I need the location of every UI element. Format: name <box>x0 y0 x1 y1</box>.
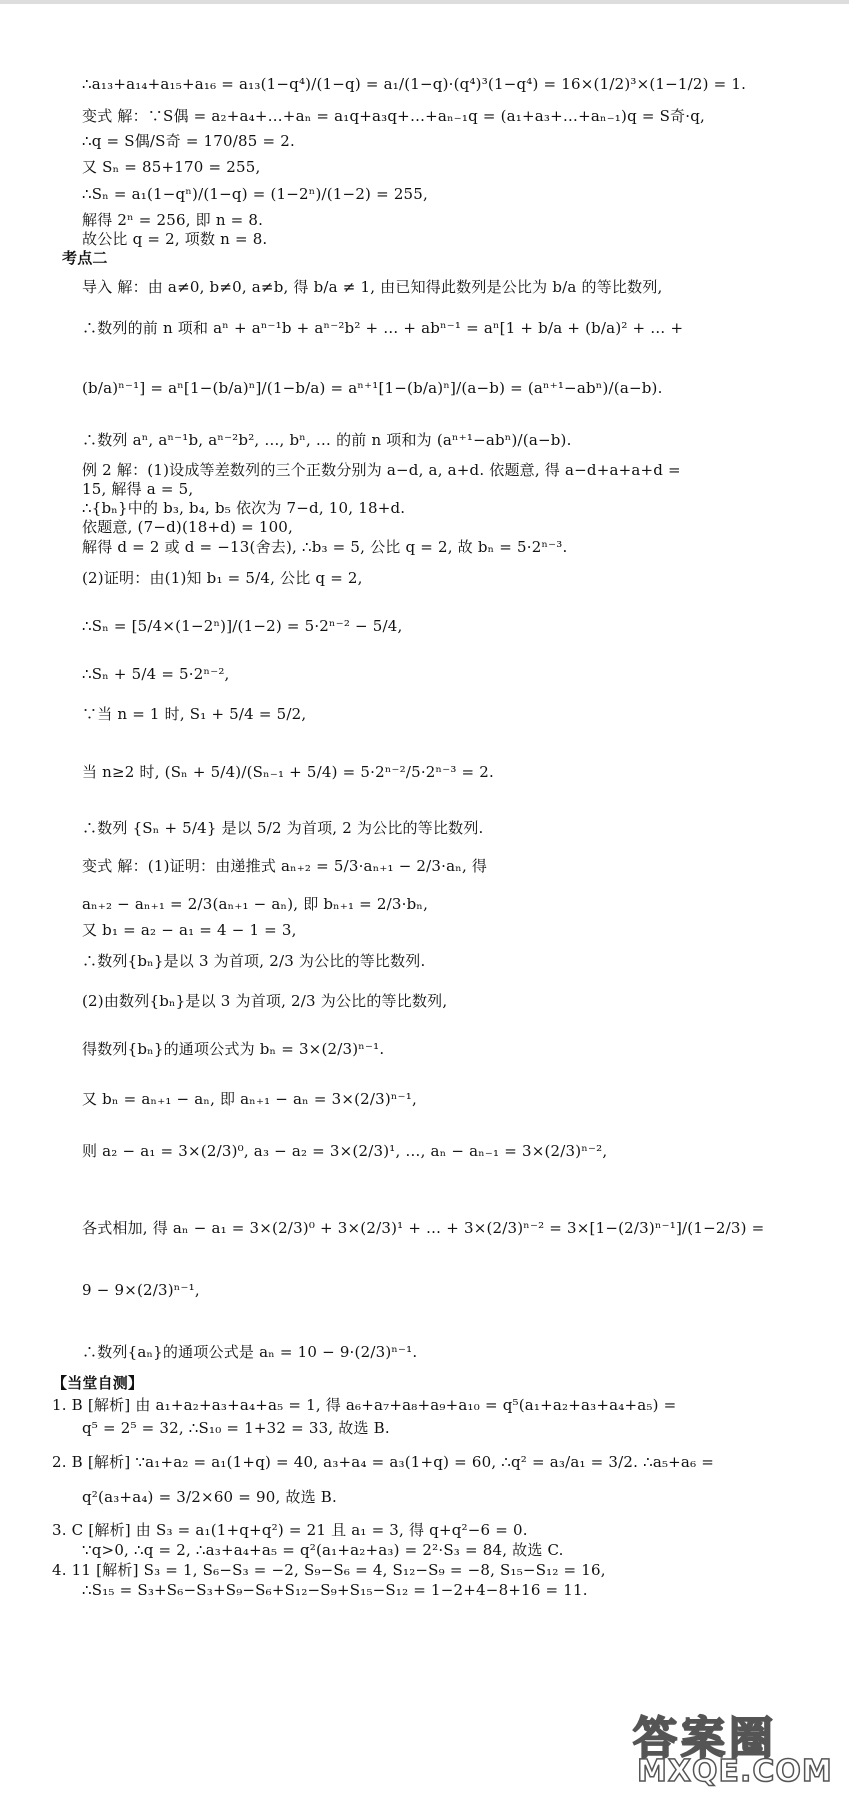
text-line: (b/a)ⁿ⁻¹] = aⁿ[1−(b/a)ⁿ]/(1−b/a) = aⁿ⁺¹[1−(b/a)ⁿ]/(a−b) = (aⁿ⁺¹−abⁿ)/(a−b). <box>82 379 663 397</box>
text-line: ∴S₁₅ = S₃+S₆−S₃+S₉−S₆+S₁₂−S₉+S₁₅−S₁₂ = 1−2+4−8+16 = 11. <box>82 1581 588 1599</box>
text-line: ∴Sₙ + 5/4 = 5·2ⁿ⁻², <box>82 665 230 683</box>
text-line: 各式相加, 得 aₙ − a₁ = 3×(2/3)⁰ + 3×(2/3)¹ + … + 3×(2/3)ⁿ⁻² = 3×[1−(2/3)ⁿ⁻¹]/(1−2/3) = <box>82 1219 765 1237</box>
text-line: 变式 解：∵S偶 = a₂+a₄+…+aₙ = a₁q+a₃q+…+aₙ₋₁q = (a₁+a₃+…+aₙ₋₁)q = S奇·q, <box>82 107 705 125</box>
text-line: 2. B [解析] ∵a₁+a₂ = a₁(1+q) = 40, a₃+a₄ = a₃(1+q) = 60, ∴q² = a₃/a₁ = 3/2. ∴a₅+a₆ = <box>52 1453 715 1471</box>
text-line: 4. 11 [解析] S₃ = 1, S₆−S₃ = −2, S₉−S₆ = 4, S₁₂−S₉ = −8, S₁₅−S₁₂ = 16, <box>52 1561 606 1579</box>
text-line: 导入 解：由 a≠0, b≠0, a≠b, 得 b/a ≠ 1, 由已知得此数列是公比为 b/a 的等比数列, <box>82 278 663 296</box>
text-line: 又 b₁ = a₂ − a₁ = 4 − 1 = 3, <box>82 921 297 939</box>
text-line: ∴Sₙ = [5/4×(1−2ⁿ)]/(1−2) = 5·2ⁿ⁻² − 5/4, <box>82 617 403 635</box>
section-heading: 考点二 <box>62 249 108 267</box>
text-line: aₙ₊₂ − aₙ₊₁ = 2/3(aₙ₊₁ − aₙ), 即 bₙ₊₁ = 2/3·bₙ, <box>82 895 429 913</box>
scan-top-edge <box>0 0 849 4</box>
text-line: 又 Sₙ = 85+170 = 255, <box>82 158 261 176</box>
text-line: ∴Sₙ = a₁(1−qⁿ)/(1−q) = (1−2ⁿ)/(1−2) = 255, <box>82 185 429 203</box>
text-line: 9 − 9×(2/3)ⁿ⁻¹, <box>82 1281 200 1299</box>
text-line: 又 bₙ = aₙ₊₁ − aₙ, 即 aₙ₊₁ − aₙ = 3×(2/3)ⁿ⁻¹, <box>82 1090 417 1108</box>
text-line: ∵q>0, ∴q = 2, ∴a₃+a₄+a₅ = q²(a₁+a₂+a₃) = 2²·S₃ = 84, 故选 C. <box>82 1541 564 1559</box>
text-line: 则 a₂ − a₁ = 3×(2/3)⁰, a₃ − a₂ = 3×(2/3)¹, …, aₙ − aₙ₋₁ = 3×(2/3)ⁿ⁻², <box>82 1142 608 1160</box>
watermark-title: 答案圈 <box>633 1713 777 1764</box>
text-line: 例 2 解：(1)设成等差数列的三个正数分别为 a−d, a, a+d. 依题意, 得 a−d+a+a+d = <box>82 461 681 479</box>
text-line: 变式 解：(1)证明：由递推式 aₙ₊₂ = 5/3·aₙ₊₁ − 2/3·aₙ, 得 <box>82 857 488 875</box>
text-line: ∴a₁₃+a₁₄+a₁₅+a₁₆ = a₁₃(1−q⁴)/(1−q) = a₁/(1−q)·(q⁴)³(1−q⁴) = 16×(1/2)³×(1−1/2) = 1. <box>82 75 747 93</box>
text-line: 解得 d = 2 或 d = −13(舍去), ∴b₃ = 5, 公比 q = 2, 故 bₙ = 5·2ⁿ⁻³. <box>82 538 568 556</box>
watermark-url: MXQE.COM <box>637 1754 833 1789</box>
text-line: q⁵ = 2⁵ = 32, ∴S₁₀ = 1+32 = 33, 故选 B. <box>82 1419 390 1437</box>
watermark-logo <box>633 1702 841 1794</box>
text-line: ∴数列 aⁿ, aⁿ⁻¹b, aⁿ⁻²b², …, bⁿ, … 的前 n 项和为 (aⁿ⁺¹−abⁿ)/(a−b). <box>82 431 572 449</box>
text-line: ∴q = S偶/S奇 = 170/85 = 2. <box>82 132 295 150</box>
text-line: ∴{bₙ}中的 b₃, b₄, b₅ 依次为 7−d, 10, 18+d. <box>82 499 406 517</box>
text-line: ∵当 n = 1 时, S₁ + 5/4 = 5/2, <box>82 705 307 723</box>
section-heading: 【当堂自测】 <box>52 1374 144 1392</box>
text-line: ∴数列 {Sₙ + 5/4} 是以 5/2 为首项, 2 为公比的等比数列. <box>82 819 484 837</box>
text-line: 得数列{bₙ}的通项公式为 bₙ = 3×(2/3)ⁿ⁻¹. <box>82 1040 385 1058</box>
text-line: 当 n≥2 时, (Sₙ + 5/4)/(Sₙ₋₁ + 5/4) = 5·2ⁿ⁻²/5·2ⁿ⁻³ = 2. <box>82 763 494 781</box>
text-line: ∴数列的前 n 项和 aⁿ + aⁿ⁻¹b + aⁿ⁻²b² + … + abⁿ⁻¹ = aⁿ[1 + b/a + (b/a)² + … + <box>82 319 684 337</box>
text-line: 1. B [解析] 由 a₁+a₂+a₃+a₄+a₅ = 1, 得 a₆+a₇+a₈+a₉+a₁₀ = q⁵(a₁+a₂+a₃+a₄+a₅) = <box>52 1396 677 1414</box>
text-line: 故公比 q = 2, 项数 n = 8. <box>82 230 268 248</box>
text-line: 依题意, (7−d)(18+d) = 100, <box>82 518 294 536</box>
text-line: 15, 解得 a = 5, <box>82 480 194 498</box>
text-line: ∴数列{aₙ}的通项公式是 aₙ = 10 − 9·(2/3)ⁿ⁻¹. <box>82 1343 418 1361</box>
text-line: (2)由数列{bₙ}是以 3 为首项, 2/3 为公比的等比数列, <box>82 992 448 1010</box>
text-line: 解得 2ⁿ = 256, 即 n = 8. <box>82 211 264 229</box>
text-line: ∴数列{bₙ}是以 3 为首项, 2/3 为公比的等比数列. <box>82 952 426 970</box>
text-line: (2)证明：由(1)知 b₁ = 5/4, 公比 q = 2, <box>82 569 363 587</box>
text-line: 3. C [解析] 由 S₃ = a₁(1+q+q²) = 21 且 a₁ = 3, 得 q+q²−6 = 0. <box>52 1521 528 1539</box>
text-line: q²(a₃+a₄) = 3/2×60 = 90, 故选 B. <box>82 1488 337 1506</box>
